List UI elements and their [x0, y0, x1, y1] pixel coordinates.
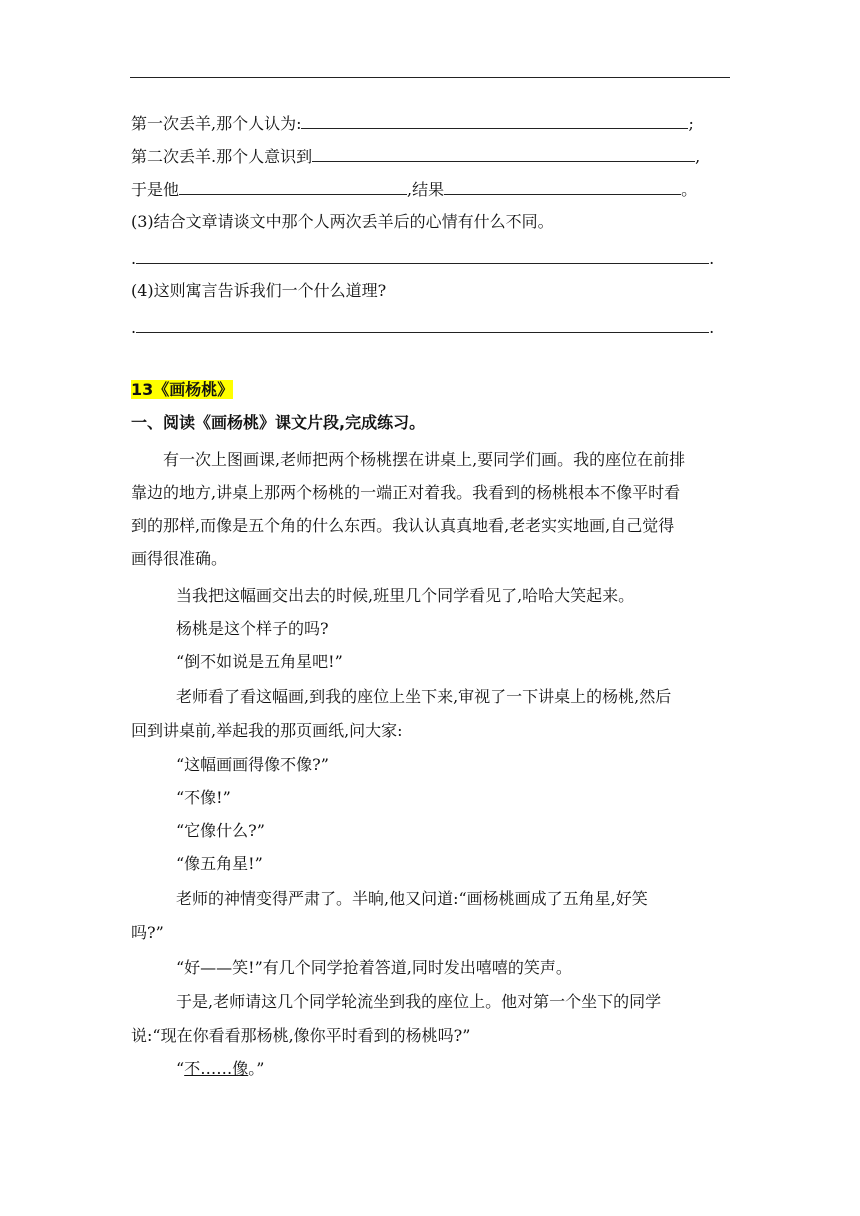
section-title: [131, 380, 233, 400]
q2-line-3-prefix: 于是他: [131, 180, 180, 199]
passage-p4: “倒不如说是五角星吧!”: [176, 652, 343, 671]
passage-p1-line4: 画得很准确。: [131, 549, 228, 568]
passage-p13-open-quote: “: [176, 1059, 185, 1078]
q2-line-1: [131, 112, 694, 134]
section-title-text: 13《画杨桃》: [131, 380, 234, 399]
q3-lead-dot: .: [131, 249, 137, 268]
q4-end-dot: .: [709, 318, 715, 337]
q2-line-3: [131, 178, 697, 200]
answer-blank-1[interactable]: [301, 112, 688, 129]
section-instruction: 一、阅读《画杨桃》课文片段,完成练习。: [131, 413, 426, 432]
q2-line-3-mid: ,结果: [407, 180, 445, 199]
q2-line-2-suffix: ,: [695, 147, 701, 166]
answer-blank-4[interactable]: [444, 178, 681, 195]
passage-p10-line1: 老师的神情变得严肃了。半晌,他又问道:“画杨桃画成了五角星,好笑: [176, 889, 648, 908]
passage-p13-underlined: 不……像: [184, 1059, 249, 1078]
answer-blank-2[interactable]: [312, 145, 695, 162]
q2-line-1-prefix: 第一次丢羊,那个人认为:: [131, 114, 302, 133]
q3-answer-line: [131, 247, 714, 269]
passage-p12-line2: 说:“现在你看看那杨桃,像你平时看到的杨桃吗?”: [131, 1026, 471, 1045]
passage-p5-line2: 回到讲桌前,举起我的那页画纸,问大家:: [131, 721, 403, 740]
passage-p13: [176, 1059, 264, 1079]
header-rule: [130, 77, 730, 78]
q2-line-2-prefix: 第二次丢羊.那个人意识到: [131, 147, 313, 166]
passage-p5-line1: 老师看了看这幅画,到我的座位上坐下来,审视了一下讲桌上的杨桃,然后: [176, 687, 672, 706]
passage-p2: 当我把这幅画交出去的时候,班里几个同学看见了,哈哈大笑起来。: [176, 586, 635, 605]
q2-line-2: [131, 145, 700, 167]
passage-p3: 杨桃是这个样子的吗?: [176, 619, 329, 638]
q4-lead-dot: .: [131, 318, 137, 337]
q3-answer-blank[interactable]: [136, 247, 709, 264]
answer-blank-3[interactable]: [179, 178, 407, 195]
passage-p7: “不像!”: [176, 788, 231, 807]
passage-p1-line2: 靠边的地方,讲桌上那两个杨桃的一端正对着我。我看到的杨桃根本不像平时看: [131, 483, 681, 502]
passage-p1-line3: 到的那样,而像是五个角的什么东西。我认认真真地看,老老实实地画,自己觉得: [131, 516, 675, 535]
q4-prompt: (4)这则寓言告诉我们一个什么道理?: [131, 281, 387, 300]
passage-p12-line1: 于是,老师请这几个同学轮流坐到我的座位上。他对第一个坐下的同学: [176, 992, 662, 1011]
passage-p9: “像五角星!”: [176, 854, 263, 873]
q2-line-1-suffix: ;: [688, 114, 694, 133]
passage-p11: “好——笑!”有几个同学抢着答道,同时发出嘻嘻的笑声。: [176, 958, 572, 977]
passage-p13-close: 。”: [248, 1059, 265, 1078]
passage-p10-line2: 吗?”: [131, 923, 164, 942]
q4-answer-blank[interactable]: [136, 316, 709, 333]
passage-p8: “它像什么?”: [176, 821, 265, 840]
q2-line-3-suffix: 。: [681, 180, 698, 199]
q3-prompt: (3)结合文章请谈文中那个人两次丢羊后的心情有什么不同。: [131, 212, 554, 231]
passage-p1-line1: 有一次上图画课,老师把两个杨桃摆在讲桌上,要同学们画。我的座位在前排: [163, 450, 686, 469]
passage-p6: “这幅画画得像不像?”: [176, 755, 329, 774]
q3-end-dot: .: [709, 249, 715, 268]
q4-answer-line: [131, 316, 714, 338]
